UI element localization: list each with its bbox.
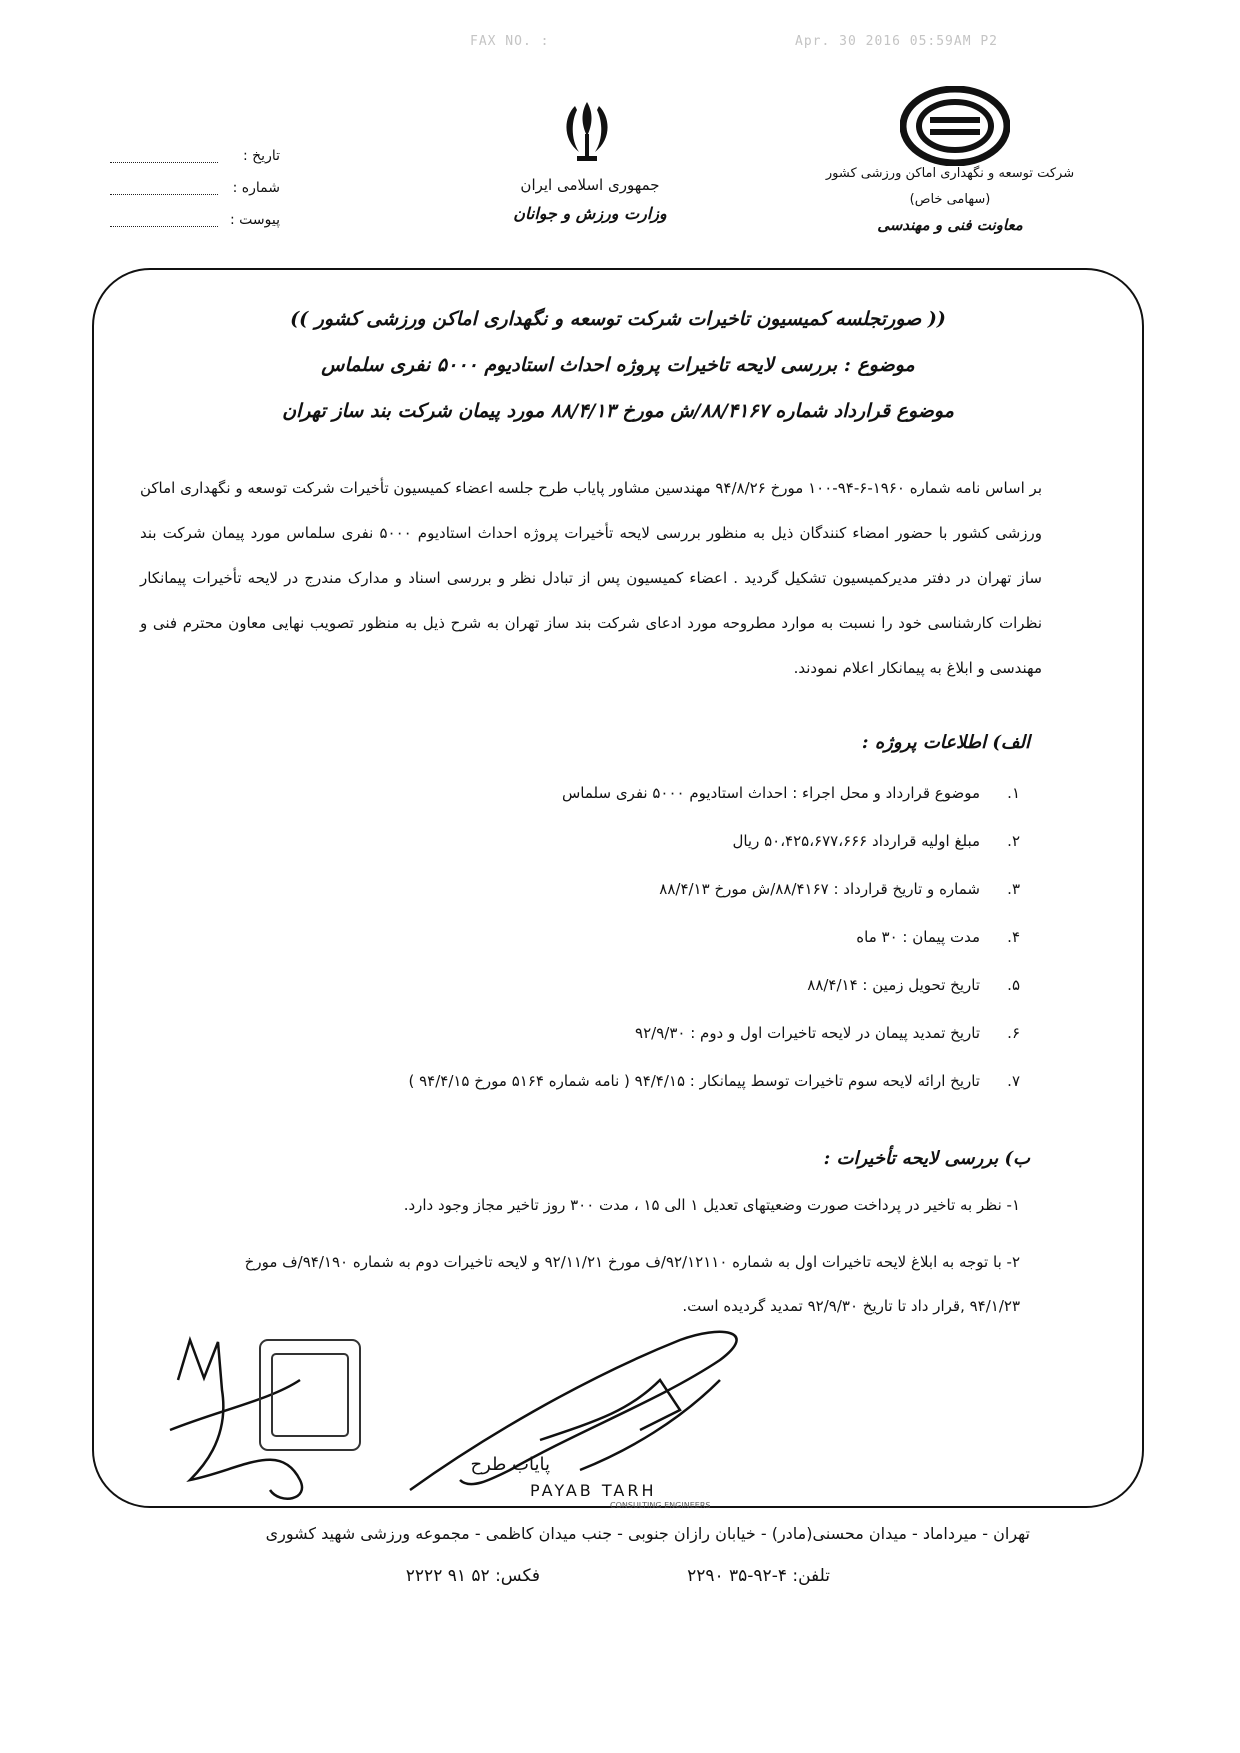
project-item: ۵. تاریخ تحویل زمین : ۸۸/۴/۱۴ xyxy=(807,976,1020,994)
company-logo-icon xyxy=(900,86,1010,166)
section-b-heading: ب) بررسی لایحه تأخیرات : xyxy=(823,1148,1030,1169)
signature-2 xyxy=(410,1332,737,1490)
company-dept: معاونت فنی و مهندسی xyxy=(877,216,1023,234)
project-item: ۴. مدت پیمان : ۳۰ ماه xyxy=(856,928,1020,946)
footer-phone: تلفن: ۴-۹۲-۳۵ ۲۲۹۰ xyxy=(687,1566,830,1586)
section-a-heading: الف) اطلاعات پروژه : xyxy=(861,732,1030,753)
ministry-name: وزارت ورزش و جوانان xyxy=(513,204,667,223)
date-field xyxy=(110,148,280,170)
stamp-sub-en: CONSULTING ENGINEERS xyxy=(610,1501,711,1510)
review-item-1: ۱- نظر به تاخیر در پرداخت صورت وضعیتهای تعدیل ۱ الی ۱۵ ، مدت ۳۰۰ روز تاخیر مجاز وجود دارد. xyxy=(403,1196,1020,1214)
company-type: (سهامی خاص) xyxy=(909,192,991,207)
footer-fax: فکس: ۵۲ ۹۱ ۲۲۲۲ xyxy=(405,1566,540,1586)
project-item: ۲. مبلغ اولیه قرارداد ۵۰،۴۲۵،۶۷۷،۶۶۶ ریال xyxy=(732,832,1020,850)
project-item: ۶. تاریخ تمدید پیمان در لایحه تاخیرات اول و دوم : ۹۲/۹/۳۰ xyxy=(635,1024,1020,1042)
company-name: شرکت توسعه و نگهداری اماکن ورزشی کشور xyxy=(825,166,1075,181)
signatures-area xyxy=(160,1320,910,1510)
project-item: ۱. موضوع قرارداد و محل اجراء : احداث استادیوم ۵۰۰۰ نفری سلماس xyxy=(561,784,1020,802)
project-item: ۷. تاریخ ارائه لایحه سوم تاخیرات توسط پیمانکار : ۹۴/۴/۱۵ ( نامه شماره ۵۱۶۴ مورخ ۹۴/۴/۱۵ ) xyxy=(408,1072,1020,1090)
signature-1 xyxy=(170,1340,302,1499)
project-item: ۳. شماره و تاریخ قرارداد : ۸۸/۴۱۶۷/ش مورخ ۸۸/۴/۱۳ xyxy=(659,880,1020,898)
iran-emblem-icon xyxy=(555,96,619,166)
republic-name: جمهوری اسلامی ایران xyxy=(520,176,660,194)
subject-title: موضوع : بررسی لایحه تاخیرات پروژه احداث استادیوم ۵۰۰۰ نفری سلماس xyxy=(321,354,915,376)
fax-datetime: Apr. 30 2016 05:59AM P2 xyxy=(795,34,999,49)
date-label: تاریخ : xyxy=(242,148,280,164)
attachment-field xyxy=(110,212,280,234)
minutes-title: (( صورتجلسه کمیسیون تاخیرات شرکت توسعه و نگهداری اماکن ورزشی کشور )) xyxy=(290,308,946,330)
number-label: شماره : xyxy=(232,180,280,196)
footer-address: تهران - میرداماد - میدان محسنی(مادر) - خیابان رازان جنوبی - جنب میدان کاظمی - مجموعه ورزشی شهید کشوری xyxy=(265,1524,1030,1543)
date-dots xyxy=(110,162,218,163)
review-item-2: ۲- با توجه به ابلاغ لایحه تاخیرات اول به شماره ۹۲/۱۲۱۱۰/ف مورخ ۹۲/۱۱/۲۱ و لایحه تاخیرات دوم به شماره ۹۴/۱۹۰/ف مورخ ۹۴/۱/۲۳ ,قرار داد تا تاریخ ۹۲/۹/۳۰ تمدید گردیده است. xyxy=(244,1253,1020,1315)
stamp-box xyxy=(260,1340,360,1450)
number-dots xyxy=(110,194,218,195)
stamp-name-fa: پایاب طرح xyxy=(470,1454,550,1475)
stamp-name-en: PAYAB TARH xyxy=(530,1481,657,1500)
number-field xyxy=(110,180,280,202)
attachment-dots xyxy=(110,226,218,227)
attachment-label: پیوست : xyxy=(230,212,280,228)
fax-number: FAX NO. : xyxy=(470,34,550,49)
intro-paragraph: بر اساس نامه شماره ۱۹۶۰-۶-۹۴-۱۰۰ مورخ ۹۴/۸/۲۶ مهندسین مشاور پایاب طرح جلسه اعضاء کمیسیون تأخیرات شرکت توسعه و نگهداری اماکن ورزشی کشور با حضور امضاء کنندگان ذیل به منظور بررسی لایحه تأخیرات پروژه احداث استادیوم ۵۰۰۰ نفری سلماس مورد پیمان شرکت بند ساز تهران در دفتر مدیرکمیسیون تشکیل گردید . اعضاء کمیسیون پس از تبادل نظر و بررسی اسناد و مدارک مندرج در لایحه تأخیرات پیمانکار نظرات کارشناسی خود را نسبت به موارد مطروحه مورد ادعای شرکت بند ساز تهران به شرح ذیل به منظور تصویب نهایی معاون محترم فنی و مهندسی و ابلاغ به پیمانکار اعلام نمودند. xyxy=(140,479,1043,677)
contract-title: موضوع قرارداد شماره ۸۸/۴۱۶۷/ش مورخ ۸۸/۴/۱۳ مورد پیمان شرکت بند ساز تهران xyxy=(282,400,954,422)
